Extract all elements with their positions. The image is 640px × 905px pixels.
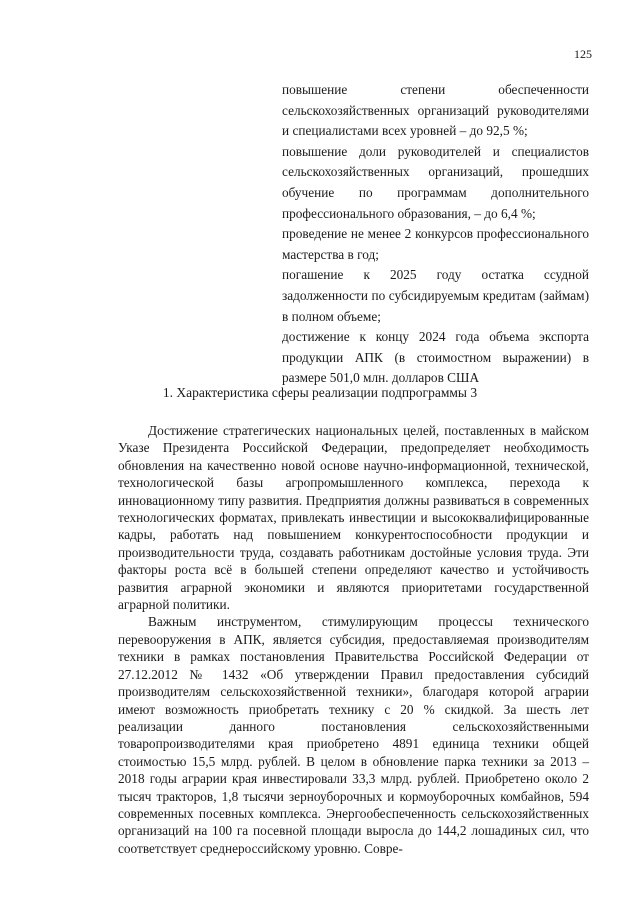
target-indicators-list [282,80,589,389]
paragraph: Достижение стратегических национальных целей, поставленных в майском Указе Президента Российской Федерации, предопределяет необходимость обновления на качественно новой основе научно-информационной, технической, технологической базы агропромышленного комплекса, перехода к инновационному типу развития. Предприятия должны развиваться в современных технологических форматах, привлекать инвестиции и высококвалифицированные кадры, работать над повышением конкурентоспособности продукции и производительности труда, создавать работникам достойные условия труда. Эти факторы роста всё в большей степени определяют качество и устойчивость развития аграрной экономики и являются приоритетами государственной аграрной политики. [118,423,589,613]
list-item: погашение к 2025 году остатка ссудной задолженности по субсидируемым кредитам (займам) в полном объеме; [282,267,589,324]
list-item: проведение не менее 2 конкурсов профессионального мастерства в год; [282,226,589,262]
list-item: повышение степени обеспеченности сельскохозяйственных организаций руководителями и специалистами всех уровней – до 92,5 %; [282,82,589,139]
section-heading: 1. Характеристика сферы реализации подпрограммы 3 [162,385,478,400]
list-item: повышение доли руководителей и специалистов сельскохозяйственных организаций, прошедших обучение по программам дополнительного профессионального образования, – до 6,4 %; [282,143,589,221]
list-item: достижение к концу 2024 года объема экспорта продукции АПК (в стоимостном выражении) в размере 501,0 млн. долларов США [282,329,589,386]
paragraph: Важным инструментом, стимулирующим процессы технического перевооружения в АПК, является субсидия, предоставляемая производителям техники в рамках постановления Правительства Российской Федерации от 27.12.2012 № 1432 «Об утверждении Правил предоставления субсидий производителям сельскохозяйственной техники», благодаря которой аграрии имеют возможность приобретать технику с 20 % скидкой. За шесть лет реализации данного постановления сельскохозяйственными товаропроизводителями края приобретено 4891 единица техники общей стоимостью 15,5 млрд. рублей. В целом в обновление парка техники за 2013 – 2018 годы аграрии края инвестировали 33,3 млрд. рублей. Приобретено около 2 тысяч тракторов, 1,8 тысячи зерноуборочных и кормоуборочных комбайнов, 594 современных посевных комплекса. Энергообеспеченность сельскохозяйственных организаций на 100 га посевной площади выросла до 144,2 лошадиных сил, что соответствует среднероссийскому уровню. Совре- [118,614,589,856]
body-text [118,422,589,857]
page-number: 125 [574,47,592,61]
